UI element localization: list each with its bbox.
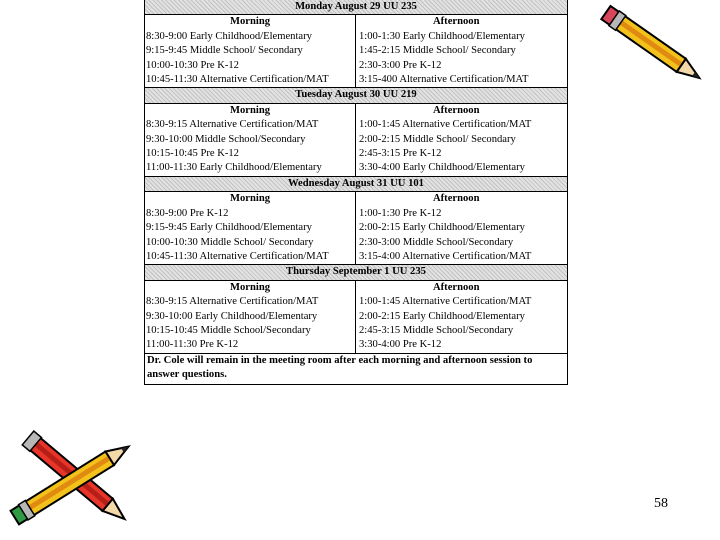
morning-column <box>145 281 355 353</box>
afternoon-slot: 2:00-2:15 Early Childhood/Elementary <box>359 310 525 322</box>
afternoon-column <box>355 15 567 87</box>
afternoon-label: Afternoon <box>433 281 480 293</box>
morning-column <box>145 104 355 176</box>
afternoon-column <box>355 281 567 353</box>
afternoon-slot: 3:15-4:00 Alternative Certification/MAT <box>359 250 532 262</box>
afternoon-column <box>355 192 567 264</box>
morning-slot: 8:30-9:15 Alternative Certification/MAT <box>146 119 319 131</box>
page-number: 58 <box>654 496 668 511</box>
afternoon-slot: 3:15-400 Alternative Certification/MAT <box>359 74 529 86</box>
morning-slot: 9:15-9:45 Middle School/ Secondary <box>146 45 303 57</box>
afternoon-label: Afternoon <box>433 16 480 28</box>
day-block-tuesday <box>145 104 567 176</box>
morning-slot: 11:00-11:30 Early Childhood/Elementary <box>146 162 322 174</box>
morning-slot: 9:15-9:45 Early Childhood/Elementary <box>146 222 312 234</box>
afternoon-slot: 2:00-2:15 Middle School/ Secondary <box>359 133 516 145</box>
morning-slot: 10:15-10:45 Middle School/Secondary <box>146 324 311 336</box>
afternoon-slot: 1:45-2:15 Middle School/ Secondary <box>359 45 516 57</box>
day-block-thursday <box>145 281 567 353</box>
morning-label: Morning <box>230 104 271 116</box>
afternoon-label: Afternoon <box>433 193 480 205</box>
morning-slot: 8:30-9:00 Early Childhood/Elementary <box>146 30 312 42</box>
afternoon-slot: 2:30-3:00 Middle School/Secondary <box>359 236 514 248</box>
afternoon-slot: 2:00-2:15 Early Childhood/Elementary <box>359 222 525 234</box>
day-header-monday: Monday August 29 UU 235 <box>145 0 567 15</box>
afternoon-slot: 1:00-1:30 Early Childhood/Elementary <box>359 30 525 42</box>
day-header-tuesday: Tuesday August 30 UU 219 <box>145 87 567 103</box>
morning-slot: 10:00-10:30 Pre K-12 <box>146 59 239 71</box>
morning-slot: 8:30-9:00 Pre K-12 <box>146 207 229 219</box>
day-header-wednesday: Wednesday August 31 UU 101 <box>145 176 567 192</box>
morning-slot: 9:30-10:00 Early Childhood/Elementary <box>146 310 318 322</box>
afternoon-slot: 3:30-4:00 Early Childhood/Elementary <box>359 162 525 174</box>
morning-slot: 10:45-11:30 Alternative Certification/MAT <box>146 74 329 86</box>
morning-slot: 11:00-11:30 Pre K-12 <box>146 339 239 351</box>
afternoon-slot: 2:45-3:15 Middle School/Secondary <box>359 324 514 336</box>
morning-slot: 10:15-10:45 Pre K-12 <box>146 148 239 160</box>
day-block-monday <box>145 15 567 87</box>
morning-label: Morning <box>230 193 271 205</box>
day-header-thursday: Thursday September 1 UU 235 <box>145 264 567 280</box>
morning-slot: 10:45-11:30 Alternative Certification/MAT <box>146 250 329 262</box>
morning-slot: 9:30-10:00 Middle School/Secondary <box>146 133 306 145</box>
morning-slot: 8:30-9:15 Alternative Certification/MAT <box>146 296 319 308</box>
afternoon-slot: 1:00-1:45 Alternative Certification/MAT <box>359 119 532 131</box>
pencil-icon <box>588 0 720 90</box>
afternoon-slot: 1:00-1:30 Pre K-12 <box>359 207 442 219</box>
morning-column <box>145 192 355 264</box>
morning-column <box>145 15 355 87</box>
afternoon-slot: 3:30-4:00 Pre K-12 <box>359 339 442 351</box>
schedule-table <box>144 0 568 385</box>
morning-label: Morning <box>230 281 271 293</box>
pencils-icon <box>0 420 150 540</box>
afternoon-label: Afternoon <box>433 104 480 116</box>
morning-label: Morning <box>230 16 271 28</box>
morning-slot: 10:00-10:30 Middle School/ Secondary <box>146 236 314 248</box>
afternoon-slot: 2:30-3:00 Pre K-12 <box>359 59 442 71</box>
day-block-wednesday <box>145 192 567 264</box>
office-hours-note: Dr. Cole will remain in the meeting room after each morning and afternoon session to answer questions. <box>145 353 567 384</box>
afternoon-slot: 1:00-1:45 Alternative Certification/MAT <box>359 296 532 308</box>
afternoon-column <box>355 104 567 176</box>
afternoon-slot: 2:45-3:15 Pre K-12 <box>359 148 442 160</box>
